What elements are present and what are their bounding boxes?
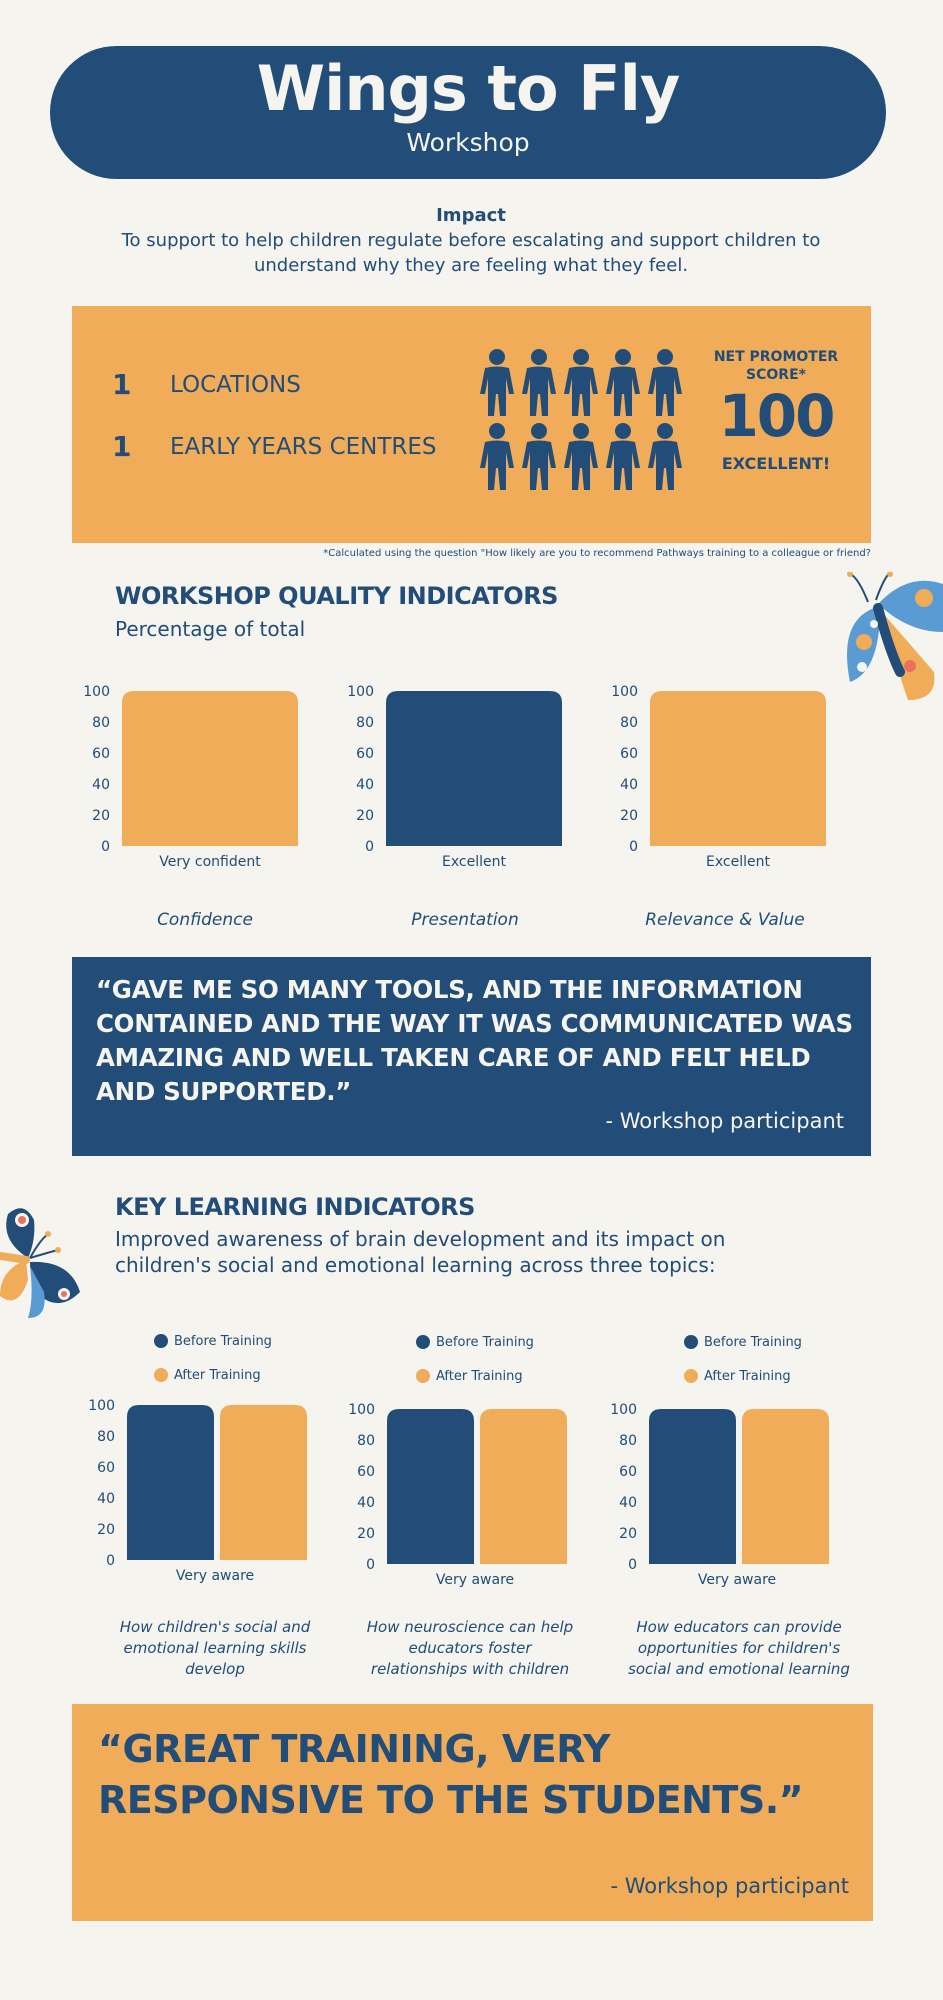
stat-value: 1: [112, 430, 132, 463]
stat-locations: [112, 368, 301, 401]
y-tick-label: 100: [611, 684, 638, 700]
learning-heading: KEY LEARNING INDICATORS: [115, 1193, 475, 1221]
impact-section: [90, 205, 852, 278]
caption-confidence: Confidence: [157, 910, 253, 930]
person-icon: [480, 423, 514, 490]
y-tick-label: 80: [356, 715, 374, 731]
stats-panel: [72, 306, 871, 543]
chart-bar: [480, 1409, 567, 1564]
chart-relevance: [608, 680, 838, 870]
y-tick-label: 80: [619, 1433, 637, 1449]
caption-sel-skills: How children's social and emotional learning skills develop: [119, 1618, 311, 1678]
quote-author: - Workshop participant: [605, 1109, 844, 1133]
nps-heading: NET PROMOTER SCORE*: [713, 349, 839, 383]
y-tick-label: 20: [620, 808, 638, 824]
butterfly-illustration: [838, 572, 943, 707]
people-icon-grid: [478, 348, 684, 490]
legend-item-before: Before Training: [684, 1325, 802, 1359]
quote-author: - Workshop participant: [610, 1874, 849, 1898]
y-tick-label: 60: [620, 746, 638, 762]
caption-neuroscience: How neuroscience can help educators foster relationships with children: [366, 1618, 574, 1678]
page-title: Wings to Fly: [256, 52, 680, 125]
caption-relevance: Relevance & Value: [645, 910, 805, 930]
chart-opportunities: [607, 1398, 837, 1588]
y-tick-label: 80: [92, 715, 110, 731]
person-icon: [606, 349, 640, 416]
chart-confidence: [80, 680, 310, 870]
nps-rating: EXCELLENT!: [721, 454, 831, 473]
stat-centres: [112, 430, 437, 463]
x-tick-label: Very confident: [159, 854, 261, 870]
x-tick-label: Excellent: [706, 854, 770, 870]
y-tick-label: 80: [97, 1429, 115, 1445]
chart-presentation: [344, 680, 574, 870]
chart-bar: [649, 1409, 736, 1564]
y-tick-label: 100: [347, 684, 374, 700]
y-tick-label: 0: [101, 839, 110, 855]
stat-label: LOCATIONS: [170, 371, 301, 398]
y-tick-label: 40: [92, 777, 110, 793]
chart-bar: [742, 1409, 829, 1564]
legend-dot: [684, 1369, 698, 1383]
person-icon: [648, 423, 682, 490]
chart-bar: [127, 1405, 214, 1560]
y-tick-label: 40: [357, 1495, 375, 1511]
person-icon: [564, 423, 598, 490]
y-tick-label: 20: [97, 1522, 115, 1538]
y-tick-label: 40: [619, 1495, 637, 1511]
nps-footnote: *Calculated using the question "How likely are you to recommend Pathways training to a colleague or friend?: [323, 548, 871, 559]
stat-label: EARLY YEARS CENTRES: [170, 433, 437, 460]
y-tick-label: 40: [356, 777, 374, 793]
legend-item-before: Before Training: [416, 1325, 534, 1359]
quote-text: “GAVE ME SO MANY TOOLS, AND THE INFORMATION CONTAINED AND THE WAY IT WAS COMMUNICATED WAS AMAZING AND WELL TAKEN CARE OF AND FELT HELD AND SUPPORTED.”: [96, 975, 853, 1106]
y-tick-label: 100: [348, 1402, 375, 1418]
y-tick-label: 60: [92, 746, 110, 762]
chart-sel-skills: [85, 1394, 315, 1584]
legend-item-before: Before Training: [154, 1324, 272, 1358]
legend-item-after: After Training: [684, 1359, 802, 1393]
legend-dot: [416, 1369, 430, 1383]
y-tick-label: 20: [356, 808, 374, 824]
impact-heading: Impact: [436, 205, 506, 226]
net-promoter-score: [696, 348, 856, 473]
person-icon: [522, 349, 556, 416]
y-tick-label: 0: [106, 1553, 115, 1569]
impact-text: To support to help children regulate before escalating and support children to understand why they are feeling what they feel.: [121, 230, 821, 276]
legend-item-after: After Training: [154, 1358, 272, 1392]
person-icon: [648, 349, 682, 416]
y-tick-label: 60: [619, 1464, 637, 1480]
legend-dot: [416, 1335, 430, 1349]
butterfly-illustration: [0, 1200, 85, 1325]
quote-panel-1: [72, 957, 871, 1156]
y-tick-label: 0: [628, 1557, 637, 1573]
legend-dot: [684, 1335, 698, 1349]
y-tick-label: 100: [83, 684, 110, 700]
legend-2: [416, 1325, 534, 1393]
y-tick-label: 60: [357, 1464, 375, 1480]
legend-dot: [154, 1368, 168, 1382]
x-tick-label: Very aware: [697, 1572, 777, 1588]
y-tick-label: 80: [620, 715, 638, 731]
y-tick-label: 20: [619, 1526, 637, 1542]
caption-presentation: Presentation: [411, 910, 519, 930]
legend-1: [154, 1324, 272, 1392]
chart-bar: [122, 691, 298, 846]
x-tick-label: Very aware: [175, 1568, 255, 1584]
y-tick-label: 60: [356, 746, 374, 762]
stat-value: 1: [112, 368, 132, 401]
caption-opportunities: How educators can provide opportunities for children's social and emotional learning: [628, 1618, 850, 1678]
y-tick-label: 100: [88, 1398, 115, 1414]
y-tick-label: 80: [357, 1433, 375, 1449]
x-tick-label: Very aware: [435, 1572, 515, 1588]
y-tick-label: 0: [366, 1557, 375, 1573]
y-tick-label: 20: [92, 808, 110, 824]
chart-bar: [386, 691, 562, 846]
chart-bar: [650, 691, 826, 846]
person-icon: [522, 423, 556, 490]
legend-dot: [154, 1334, 168, 1348]
chart-neuroscience: [345, 1398, 575, 1588]
page-subtitle: Workshop: [406, 128, 530, 157]
learning-subheading: Improved awareness of brain development and its impact on children's social and emotional learning across three topics:: [115, 1227, 726, 1277]
y-tick-label: 60: [97, 1460, 115, 1476]
chart-bar: [387, 1409, 474, 1564]
legend-3: [684, 1325, 802, 1393]
y-tick-label: 100: [610, 1402, 637, 1418]
nps-value: 100: [718, 382, 834, 450]
y-tick-label: 40: [97, 1491, 115, 1507]
person-icon: [480, 349, 514, 416]
y-tick-label: 40: [620, 777, 638, 793]
legend-item-after: After Training: [416, 1359, 534, 1393]
y-tick-label: 20: [357, 1526, 375, 1542]
y-tick-label: 0: [629, 839, 638, 855]
quote-text: “GREAT TRAINING, VERY RESPONSIVE TO THE STUDENTS.”: [98, 1727, 804, 1822]
header-banner: [50, 46, 886, 179]
x-tick-label: Excellent: [442, 854, 506, 870]
chart-bar: [220, 1405, 307, 1560]
quality-subheading: Percentage of total: [115, 617, 306, 641]
person-icon: [564, 349, 598, 416]
person-icon: [606, 423, 640, 490]
y-tick-label: 0: [365, 839, 374, 855]
quote-panel-2: [72, 1704, 873, 1921]
quality-heading: WORKSHOP QUALITY INDICATORS: [115, 582, 558, 610]
